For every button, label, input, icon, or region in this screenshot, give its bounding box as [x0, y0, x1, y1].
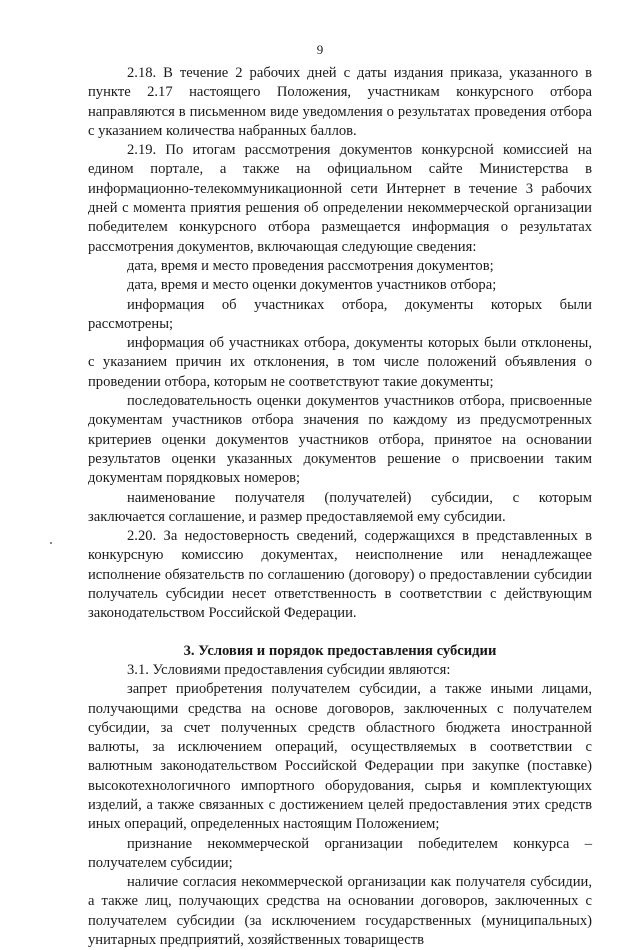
paragraph-2-19: 2.19. По итогам рассмотрения документов конкурсной комиссией на едином портале, а также на официальном сайте Министерства в информационно-телекоммуникационной сети Интернет в течение 3 рабочих дней с момента приятия решения об определении некоммерческой организации победителем конкурсного отбора размещается информация о результатах рассмотрения документов, включающая следующие сведения: [88, 142, 592, 255]
list-item-winner-recognition: признание некоммерческой организации победителем конкурса – получателем субсидии; [88, 835, 592, 871]
section-heading: 3. Условия и порядок предоставления субсидии [183, 642, 497, 659]
list-item-recipient-name: наименование получателя (получателей) субсидии, с которым заключается соглашение, и размер предоставляемой ему субсидии. [88, 489, 592, 525]
list-item-currency-ban: запрет приобретения получателем субсидии, а также иными лицами, получающими средства на основе договоров, заключенных с получателем субсидии, за счет полученных средств областного бюджета иностранной валюты, за исключением операций, осуществляемых в соответствии с валютным законодательством Российской Федерации при закупке (поставке) высокотехнологичного импортного оборудования, сырья и комплектующих изделий, а также связанных с достижением целей предоставления этих средств иных операций, определенных настоящим Положением; [88, 681, 592, 833]
paragraph-2-18: 2.18. В течение 2 рабочих дней с даты издания приказа, указанного в пункте 2.17 настоящего Положения, участникам конкурсного отбора направляются в письменном виде уведомления о результатах проведения отбора с указанием количества набранных баллов. [88, 65, 592, 139]
paragraph-2-20: 2.20. За недостоверность сведений, содержащихся в представленных в конкурсную комиссию документах, неисполнение или ненадлежащее исполнение обязательств по соглашению (договору) о предоставлении субсидии получатель субсидии несет ответственность в соответствии с действующим законодательством Российской Федерации. [88, 528, 592, 622]
page-number: 9 [316, 42, 324, 57]
list-item-evaluation-date: дата, время и место оценки документов участников отбора; [127, 277, 497, 294]
list-item-evaluation-sequence: последовательность оценки документов участников отбора, присвоенные документам участников отбора значения по каждому из предусмотренных критериев оценки документов участников отбора, принятое на основании результатов оценки указанных документов решение о присвоении таким документам порядковых номеров; [88, 393, 592, 487]
list-item-rejected-participants: информация об участниках отбора, документы которых были отклонены, с указанием причин их отклонения, в том числе положений объявления о проведении отбора, которым не соответствуют такие документы; [88, 335, 592, 390]
section-gap [88, 624, 592, 642]
list-item-review-date: дата, время и место проведения рассмотрения документов; [127, 257, 494, 274]
list-item-reviewed-participants: информация об участниках отбора, документы которых были рассмотрены; [88, 296, 592, 332]
paragraph-3-1: 3.1. Условиями предоставления субсидии являются: [127, 661, 451, 678]
document-body [88, 64, 592, 950]
list-item-consent: наличие согласия некоммерческой организации как получателя субсидии, а также лиц, получающих средства на основании договоров, заключенных с получателем субсидии (за исключением государственных (муниципальных) унитарных предприятий, хозяйственных товариществ [88, 874, 592, 949]
scan-artifact [50, 542, 52, 544]
